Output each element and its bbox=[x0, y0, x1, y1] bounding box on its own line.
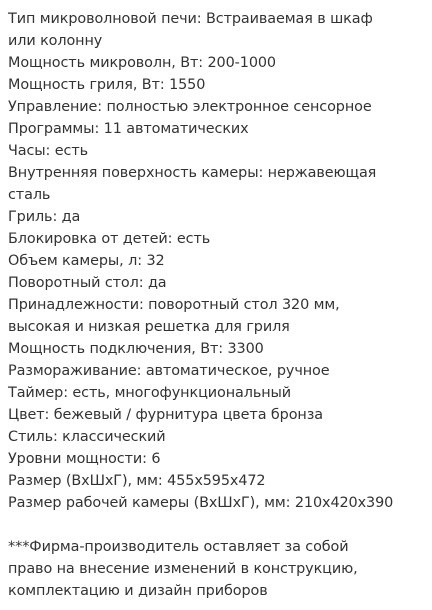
spec-line-size: Размер (ВхШхГ), мм: 455x595x472 bbox=[8, 473, 266, 489]
spec-line-turntable: Поворотный стол: да bbox=[8, 275, 167, 291]
spec-line-clock: Часы: есть bbox=[8, 143, 89, 159]
spec-list bbox=[8, 8, 432, 514]
spec-line-accessories-cont: высокая и низкая решетка для гриля bbox=[8, 319, 290, 335]
spec-line-cavity-size: Размер рабочей камеры (ВхШхГ), мм: 210x420x390 bbox=[8, 495, 394, 511]
spec-line-child-lock: Блокировка от детей: есть bbox=[8, 231, 211, 247]
spec-line-volume: Объем камеры, л: 32 bbox=[8, 253, 165, 269]
spec-line-type-cont: или колонну bbox=[8, 33, 103, 49]
spec-line-type: Тип микроволновой печи: Встраиваемая в шкаф bbox=[8, 11, 373, 27]
note-line: комплектацию и дизайн приборов bbox=[8, 583, 268, 599]
spec-line-interior-cont: сталь bbox=[8, 187, 51, 203]
spec-line-accessories: Принадлежности: поворотный стол 320 мм, bbox=[8, 297, 340, 313]
spec-line-programs: Программы: 11 автоматических bbox=[8, 121, 249, 137]
spec-line-control: Управление: полностью электронное сенсорное bbox=[8, 99, 372, 115]
spec-line-style: Стиль: классический bbox=[8, 429, 166, 445]
note-line: право на внесение изменений в конструкцию, bbox=[8, 561, 358, 577]
spec-line-grill: Гриль: да bbox=[8, 209, 81, 225]
spec-line-power-levels: Уровни мощности: 6 bbox=[8, 451, 161, 467]
spec-line-defrost: Размораживание: автоматическое, ручное bbox=[8, 363, 330, 379]
spec-line-grill-power: Мощность гриля, Вт: 1550 bbox=[8, 77, 206, 93]
spec-line-interior: Внутренняя поверхность камеры: нержавеющая bbox=[8, 165, 377, 181]
note-line: ***Фирма-производитель оставляет за собой bbox=[8, 539, 349, 555]
spec-line-color: Цвет: бежевый / фурнитура цвета бронза bbox=[8, 407, 323, 423]
manufacturer-note bbox=[8, 536, 432, 602]
spec-line-microwave-power: Мощность микроволн, Вт: 200-1000 bbox=[8, 55, 276, 71]
spec-line-timer: Таймер: есть, многофункциональный bbox=[8, 385, 292, 401]
spec-line-connection-power: Мощность подключения, Вт: 3300 bbox=[8, 341, 264, 357]
